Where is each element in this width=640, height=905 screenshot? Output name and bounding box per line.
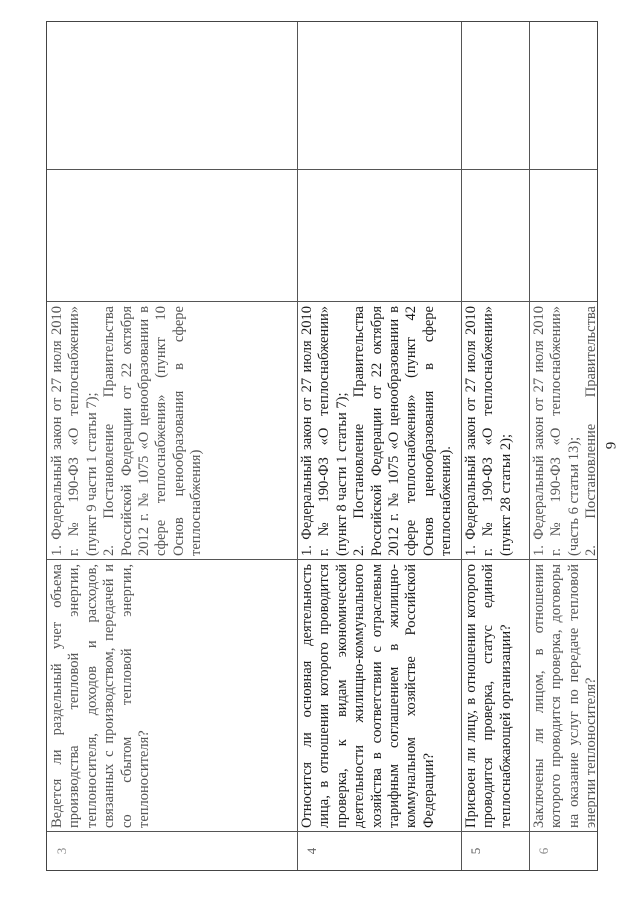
reference-item: 2. Постановление Правительства xyxy=(583,306,599,556)
requirements-table xyxy=(46,21,598,871)
reference-item: 1. Федеральный закон от 27 июля 2010 г. № 190-ФЗ «О теплоснабжении» (часть 6 статьи 13); xyxy=(531,306,582,556)
row-number: 6 xyxy=(536,847,551,855)
row-number: 3 xyxy=(54,847,69,855)
row-number: 4 xyxy=(304,847,319,855)
reference-item: 2. Постановление Правительства Российской Федерации от 22 октября 2012 г. № 1075 «О ценообразовании в сфере теплоснабжения» (пункт 42 Основ ценообразования в сфере теплоснабжения). xyxy=(351,306,455,556)
question-text: Ведется ли раздельный учет объема производства тепловой энергии, теплоносителя, доходов и расходов, связанных с производством, передачей и со сбытом тепловой энергии, теплоносителя? xyxy=(49,564,153,828)
legal-references xyxy=(529,302,599,560)
row-number: 5 xyxy=(468,847,483,855)
page-number: 9 xyxy=(603,441,620,450)
legal-references xyxy=(47,302,297,560)
legal-references xyxy=(297,302,461,560)
reference-item: 1. Федеральный закон от 27 июля 2010 г. № 190-ФЗ «О теплоснабжении» (пункт 9 части 1 статьи 7); xyxy=(49,306,100,556)
reference-item: 1. Федеральный закон от 27 июля 2010 г. № 190-ФЗ «О теплоснабжении» (пункт 28 статьи 2); xyxy=(463,306,514,556)
question-text: Относится ли основная деятельность лица, в отношении которого проводится проверка, к видам экономической деятельности жилищно-коммунального хозяйства в соответствии с отраслевым тарифным соглашением в жилищно-коммунальном хозяйстве Российской Федерации? xyxy=(299,564,437,828)
reference-item: 2. Постановление Правительства Российской Федерации от 22 октября 2012 г. № 1075 «О ценообразовании в сфере теплоснабжения» (пункт 10 Основ ценообразования в сфере теплоснабжения) xyxy=(101,306,205,556)
reference-item: 1. Федеральный закон от 27 июля 2010 г. № 190-ФЗ «О теплоснабжении» (пункт 8 части 1 статьи 7); xyxy=(299,306,350,556)
document-page xyxy=(46,21,598,871)
question-text: Заключены ли лицом, в отношении которого проводится проверка, договоры на оказание услуг по передаче тепловой энергии теплоносителя? xyxy=(531,564,599,828)
legal-references xyxy=(461,302,529,560)
question-text: Присвоен ли лицу, в отношении которого проводится проверка, статус единой теплоснабжающей организации? xyxy=(463,564,514,828)
